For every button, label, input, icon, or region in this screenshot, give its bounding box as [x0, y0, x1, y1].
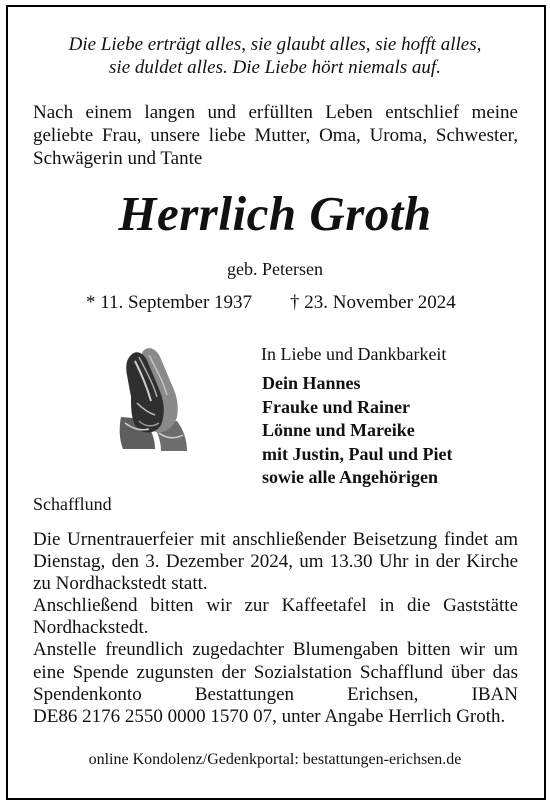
verse-line-2: sie duldet alles. Die Liebe hört niemals auf.	[109, 57, 441, 78]
deceased-name: Herrlich Groth	[118, 186, 432, 241]
condolence-portal-link[interactable]: online Kondolenz/Gedenkportal: bestattungen-erichsen.de	[88, 751, 462, 768]
bible-verse	[20, 33, 530, 79]
mourner-name: mit Justin, Paul und Piet	[262, 443, 453, 464]
funeral-information	[33, 529, 518, 728]
verse-line-1: Die Liebe erträgt alles, sie glaubt alles, sie hofft alles,	[68, 34, 482, 55]
birth-date: * 11. September 1937	[86, 292, 253, 313]
death-announcement-intro: Nach einem langen und erfüllten Leben entschlief meine geliebte Frau, unsere liebe Mutter, Oma, Uroma, Schwester, Schwägerin und Tante	[33, 102, 518, 169]
death-date: † 23. November 2024	[290, 292, 456, 313]
mourners-list	[262, 372, 453, 490]
donation-iban-text: DE86 2176 2550 0000 1570 07, unter Angabe Herrlich Groth.	[33, 705, 506, 727]
mourner-name: sowie alle Angehörigen	[262, 467, 438, 487]
place-name: Schafflund	[33, 494, 112, 514]
maiden-name: geb. Petersen	[227, 259, 323, 279]
donation-request-text: Anstelle freundlich zugedachter Blumengaben bitten wir um eine Spende zugunsten der Sozialstation Schafflund über das Spendenkonto Bestattungen Erichsen, IBAN	[33, 639, 518, 705]
mourner-name: Dein Hannes	[262, 373, 361, 393]
praying-hands-icon	[115, 343, 190, 453]
mourners-intro: In Liebe und Dankbarkeit	[261, 344, 447, 364]
mourner-name: Lönne und Mareike	[262, 420, 415, 440]
mourner-name: Frauke und Rainer	[262, 396, 411, 417]
coffee-gathering-text: Anschließend bitten wir zur Kaffeetafel in die Gaststätte Nordhackstedt.	[33, 595, 518, 639]
funeral-service-text: Die Urnentrauerfeier mit anschließender Beisetzung findet am Dienstag, den 3. Dezember 2024, um 13.30 Uhr in der Kirche zu Nordhackstedt statt.	[33, 529, 518, 595]
